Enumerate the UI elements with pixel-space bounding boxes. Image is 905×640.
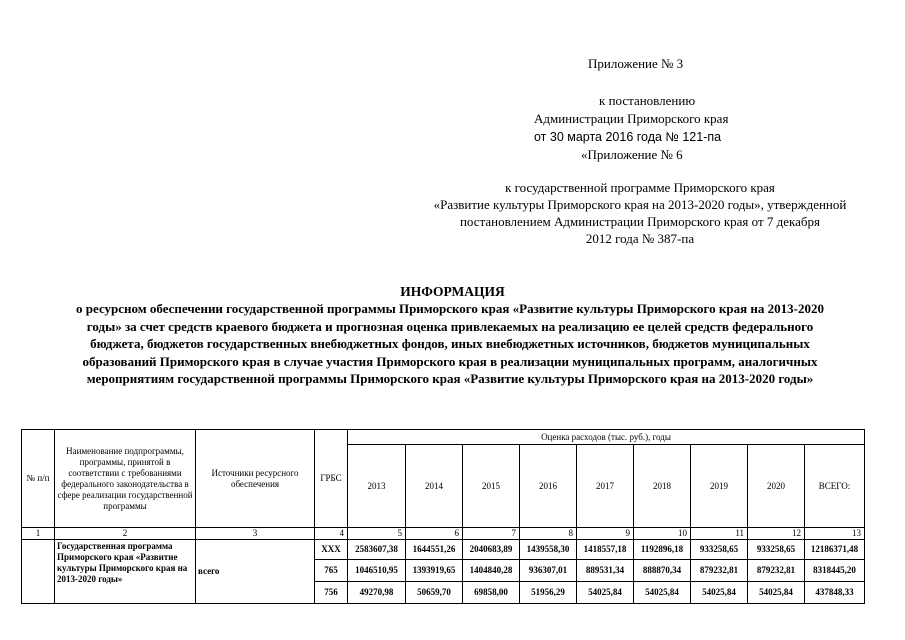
col-header-name: Наименование подпрограммы, программы, принятой в соответствии с требованиями федерального законодательства в сфере реализации государственной программы	[55, 430, 196, 528]
total-cell: 437848,33	[805, 582, 865, 604]
appendix-number: Приложение № 3	[588, 56, 684, 71]
value-cell: 933258,65	[748, 540, 805, 560]
total-cell: 12186371,48	[805, 540, 865, 560]
year-header: 2014	[406, 445, 463, 528]
resolution-date-stamp: от 30 марта 2016 года № 121-па	[534, 130, 722, 144]
program-name-cell: Государственная программа Приморского края «Развитие культуры Приморского края на 2013-2020 годы»	[55, 540, 196, 604]
index-cell: 5	[348, 528, 406, 540]
subtitle-line: мероприятиям государственной программы Приморского края «Развитие культуры Приморского края на 2013-2020 годы»	[86, 371, 814, 386]
index-cell: 10	[634, 528, 691, 540]
subtitle-line: образований Приморского края в случае участия Приморского края в реализации муниципальных программ, аналогичных	[82, 353, 818, 369]
to-resolution: к постановлению	[599, 93, 696, 108]
appendix6-line: «Приложение № 6	[581, 147, 683, 162]
value-cell: 50659,70	[406, 582, 463, 604]
value-cell: 1418557,18	[577, 540, 634, 560]
program-ref-line2: «Развитие культуры Приморского края на 2013-2020 годы», утвержденной	[433, 197, 847, 212]
value-cell: 888870,34	[634, 560, 691, 582]
administration-line: Администрации Приморского края	[534, 111, 729, 126]
value-cell: 933258,65	[691, 540, 748, 560]
index-cell: 12	[748, 528, 805, 540]
index-cell: 3	[196, 528, 315, 540]
year-header: 2019	[691, 445, 748, 528]
value-cell: 1046510,95	[348, 560, 406, 582]
value-cell: 1393919,65	[406, 560, 463, 582]
value-cell: 51956,29	[520, 582, 577, 604]
program-ref-line4: 2012 года № 387-па	[585, 231, 695, 246]
index-cell: 1	[22, 528, 55, 540]
index-cell: 4	[315, 528, 348, 540]
col-header-grbs: ГРБС	[315, 430, 348, 528]
index-cell: 11	[691, 528, 748, 540]
year-header: 2018	[634, 445, 691, 528]
program-ref-line1: к государственной программе Приморского края	[505, 180, 775, 195]
total-header: ВСЕГО:	[805, 445, 865, 528]
index-cell: 13	[805, 528, 865, 540]
document-title: ИНФОРМАЦИЯ	[400, 284, 505, 299]
col-header-estimate: Оценка расходов (тыс. руб.), годы	[348, 430, 865, 445]
value-cell: 54025,84	[748, 582, 805, 604]
value-cell: 1439558,30	[520, 540, 577, 560]
table-row	[22, 540, 865, 560]
value-cell: 1644551,26	[406, 540, 463, 560]
col-header-source: Источники ресурсного обеспечения	[196, 430, 315, 528]
year-header: 2020	[748, 445, 805, 528]
value-cell: 49270,98	[348, 582, 406, 604]
resource-table	[21, 429, 865, 604]
value-cell: 54025,84	[634, 582, 691, 604]
value-cell: 1404840,28	[463, 560, 520, 582]
value-cell: 936307,01	[520, 560, 577, 582]
value-cell: 2583607,38	[348, 540, 406, 560]
value-cell: 2040683,89	[463, 540, 520, 560]
index-cell: 9	[577, 528, 634, 540]
year-header: 2017	[577, 445, 634, 528]
grbs-cell: ХХХ	[315, 540, 348, 560]
document-subtitle	[10, 300, 890, 388]
grbs-cell: 765	[315, 560, 348, 582]
index-cell: 7	[463, 528, 520, 540]
subtitle-line: бюджета, бюджетов государственных внебюджетных фондов, иных внебюджетных источников, бюджетов муниципальных	[90, 336, 810, 351]
program-ref-line3: постановлением Администрации Приморского края от 7 декабря	[459, 214, 821, 229]
value-cell: 889531,34	[577, 560, 634, 582]
grbs-cell: 756	[315, 582, 348, 604]
total-cell: 8318445,20	[805, 560, 865, 582]
index-cell: 8	[520, 528, 577, 540]
value-cell: 69858,00	[463, 582, 520, 604]
value-cell: 1192896,18	[634, 540, 691, 560]
value-cell: 54025,84	[691, 582, 748, 604]
value-cell: 879232,81	[691, 560, 748, 582]
row-num-cell	[22, 540, 55, 604]
source-cell: всего	[196, 540, 315, 604]
year-header: 2016	[520, 445, 577, 528]
index-cell: 6	[406, 528, 463, 540]
year-header: 2013	[348, 445, 406, 528]
subtitle-line: годы» за счет средств краевого бюджета и прогнозная оценка привлекаемых на реализацию ее целей средств федерального	[86, 318, 814, 334]
year-header: 2015	[463, 445, 520, 528]
value-cell: 879232,81	[748, 560, 805, 582]
index-cell: 2	[55, 528, 196, 540]
subtitle-line: о ресурсном обеспечении государственной программы Приморского края «Развитие культуры Приморского края на 2013-2020	[76, 301, 824, 316]
value-cell: 54025,84	[577, 582, 634, 604]
col-header-num: № п/п	[22, 430, 55, 528]
